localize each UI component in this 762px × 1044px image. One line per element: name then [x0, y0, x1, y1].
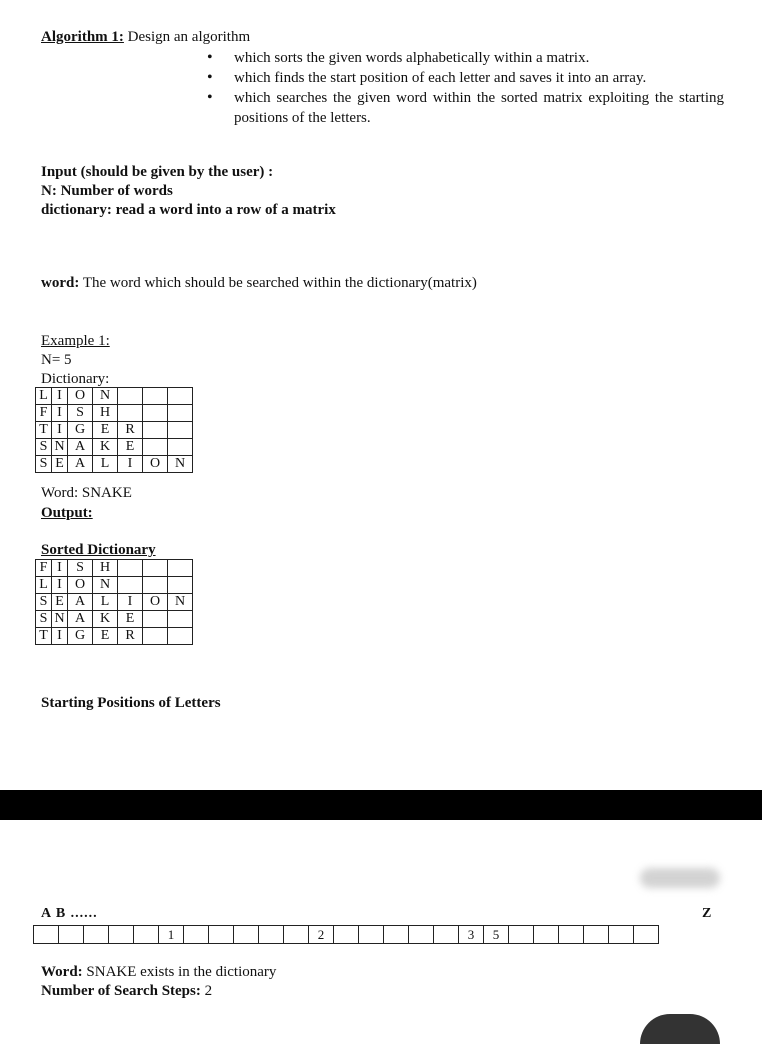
sorted-cell: [143, 611, 168, 628]
position-cell: [359, 926, 384, 944]
sorted-cell: O: [68, 577, 93, 594]
example-title: Example 1:: [41, 333, 110, 349]
sorted-cell: R: [118, 628, 143, 645]
dictionary-cell: [168, 439, 193, 456]
sorted-row: [36, 560, 193, 577]
sorted-cell: [168, 611, 193, 628]
algorithm-bullets: [204, 48, 724, 128]
position-cell: [134, 926, 159, 944]
search-steps-label: Number of Search Steps:: [41, 983, 201, 999]
position-cell: [284, 926, 309, 944]
dictionary-row: [36, 405, 193, 422]
sorted-cell: I: [118, 594, 143, 611]
dictionary-cell: [143, 388, 168, 405]
position-cell: [59, 926, 84, 944]
word-label: word:: [41, 275, 80, 291]
dictionary-cell: N: [93, 388, 118, 405]
position-cell: [209, 926, 234, 944]
sorted-cell: S: [36, 594, 52, 611]
sorted-cell: E: [118, 611, 143, 628]
dictionary-cell: S: [36, 439, 52, 456]
algorithm-title: Algorithm 1:: [41, 29, 124, 45]
input-dictionary-line: dictionary: read a word into a row of a matrix: [41, 202, 336, 218]
sorted-cell: O: [143, 594, 168, 611]
dictionary-cell: E: [118, 439, 143, 456]
starting-positions-label: Starting Positions of Letters: [41, 695, 221, 711]
dictionary-table: [35, 387, 193, 473]
sorted-cell: L: [36, 577, 52, 594]
dictionary-cell: [168, 422, 193, 439]
sorted-cell: [168, 577, 193, 594]
dictionary-cell: E: [52, 456, 68, 473]
result-word-text: SNAKE exists in the dictionary: [86, 964, 277, 980]
bullet-item: • which finds the start position of each letter and saves it into an array.: [204, 68, 724, 88]
sorted-cell: [168, 560, 193, 577]
redaction-bar: [0, 790, 762, 820]
dictionary-cell: I: [118, 456, 143, 473]
dictionary-cell: F: [36, 405, 52, 422]
starting-positions-table: [33, 925, 659, 944]
sorted-cell: [143, 577, 168, 594]
sorted-cell: [143, 628, 168, 645]
bullet-item: • which sorts the given words alphabetically within a matrix.: [204, 48, 724, 68]
position-cell: 3: [459, 926, 484, 944]
dictionary-cell: I: [52, 405, 68, 422]
dictionary-cell: K: [93, 439, 118, 456]
input-n-line: N: Number of words: [41, 183, 173, 199]
position-cell: [334, 926, 359, 944]
dictionary-cell: E: [93, 422, 118, 439]
position-cell: [259, 926, 284, 944]
sorted-row: [36, 628, 193, 645]
word-definition: [41, 275, 477, 292]
dictionary-cell: L: [93, 456, 118, 473]
sorted-cell: N: [93, 577, 118, 594]
algorithm-heading: [41, 29, 250, 46]
position-cell: [584, 926, 609, 944]
dictionary-cell: G: [68, 422, 93, 439]
position-cell: [409, 926, 434, 944]
positions-row: [34, 926, 659, 944]
dictionary-cell: O: [143, 456, 168, 473]
sorted-cell: I: [52, 628, 68, 645]
example-n: N= 5: [41, 352, 72, 368]
search-steps-value: 2: [204, 983, 213, 999]
input-section: [41, 163, 336, 220]
dictionary-cell: [143, 422, 168, 439]
dictionary-cell: S: [36, 456, 52, 473]
position-cell: [634, 926, 659, 944]
position-cell: [384, 926, 409, 944]
dictionary-cell: N: [168, 456, 193, 473]
sorted-dictionary-label: Sorted Dictionary: [41, 542, 156, 558]
position-cell: [34, 926, 59, 944]
sorted-cell: N: [168, 594, 193, 611]
algorithm-description: Design an algorithm: [127, 29, 251, 45]
dictionary-cell: A: [68, 439, 93, 456]
dictionary-cell: S: [68, 405, 93, 422]
dictionary-cell: O: [68, 388, 93, 405]
position-cell: [234, 926, 259, 944]
dictionary-cell: [118, 388, 143, 405]
position-cell: [534, 926, 559, 944]
dictionary-cell: [168, 388, 193, 405]
sorted-dictionary-table: [35, 559, 193, 645]
alphabet-end-label: Z: [702, 906, 712, 921]
position-cell: 5: [484, 926, 509, 944]
input-heading: Input (should be given by the user) :: [41, 164, 274, 180]
sorted-cell: I: [52, 560, 68, 577]
dictionary-cell: L: [36, 388, 52, 405]
dictionary-row: [36, 439, 193, 456]
result-section: [41, 963, 276, 1001]
sorted-cell: A: [68, 594, 93, 611]
sorted-cell: [118, 577, 143, 594]
position-cell: [509, 926, 534, 944]
result-word-label: Word:: [41, 964, 83, 980]
dictionary-cell: [143, 439, 168, 456]
position-cell: 2: [309, 926, 334, 944]
dictionary-label: Dictionary:: [41, 371, 110, 387]
bullet-item: • which searches the given word within the sorted matrix exploiting the starting positions of the letters.: [204, 88, 724, 128]
sorted-cell: A: [68, 611, 93, 628]
position-cell: 1: [159, 926, 184, 944]
dictionary-cell: A: [68, 456, 93, 473]
sorted-cell: G: [68, 628, 93, 645]
sorted-cell: S: [68, 560, 93, 577]
sorted-row: [36, 577, 193, 594]
sorted-cell: [168, 628, 193, 645]
sorted-cell: T: [36, 628, 52, 645]
word-definition-text: The word which should be searched within the dictionary(matrix): [82, 275, 477, 291]
dictionary-cell: [168, 405, 193, 422]
alphabet-start-label: A B ......: [41, 906, 98, 921]
corner-shadow: [640, 1014, 720, 1044]
sorted-cell: I: [52, 577, 68, 594]
dictionary-cell: N: [52, 439, 68, 456]
sorted-cell: N: [52, 611, 68, 628]
sorted-cell: S: [36, 611, 52, 628]
sorted-cell: E: [52, 594, 68, 611]
sorted-cell: F: [36, 560, 52, 577]
dictionary-cell: H: [93, 405, 118, 422]
blurred-mark: [640, 868, 720, 888]
output-label: Output:: [41, 505, 93, 521]
dictionary-row: [36, 388, 193, 405]
position-cell: [434, 926, 459, 944]
dictionary-cell: [143, 405, 168, 422]
dictionary-row: [36, 422, 193, 439]
position-cell: [109, 926, 134, 944]
sorted-cell: E: [93, 628, 118, 645]
example-section: [41, 332, 110, 389]
sorted-cell: K: [93, 611, 118, 628]
sorted-row: [36, 611, 193, 628]
position-cell: [559, 926, 584, 944]
dictionary-cell: I: [52, 422, 68, 439]
position-cell: [84, 926, 109, 944]
position-cell: [609, 926, 634, 944]
dictionary-cell: T: [36, 422, 52, 439]
sorted-cell: L: [93, 594, 118, 611]
position-cell: [184, 926, 209, 944]
sorted-cell: [118, 560, 143, 577]
dictionary-cell: R: [118, 422, 143, 439]
dictionary-cell: [118, 405, 143, 422]
sorted-cell: [143, 560, 168, 577]
example-word: Word: SNAKE: [41, 485, 132, 501]
sorted-cell: H: [93, 560, 118, 577]
sorted-row: [36, 594, 193, 611]
dictionary-cell: I: [52, 388, 68, 405]
dictionary-row: [36, 456, 193, 473]
